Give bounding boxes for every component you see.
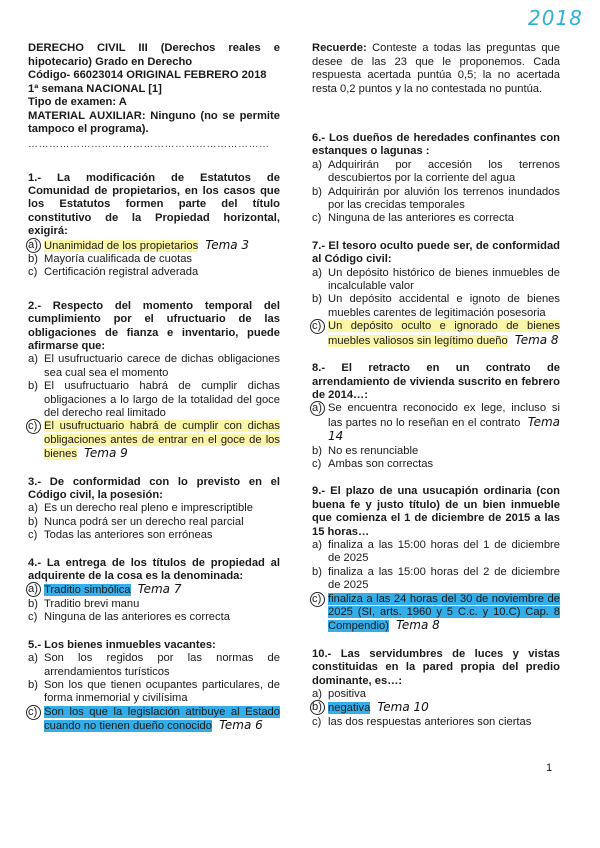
option-letter: c)	[28, 529, 38, 542]
option-a[interactable]	[312, 539, 560, 566]
option-a[interactable]	[28, 353, 280, 380]
question-5	[28, 639, 280, 734]
option-a[interactable]	[312, 402, 560, 444]
option-letter: b)	[28, 678, 38, 691]
option-a[interactable]	[312, 159, 560, 186]
option-b[interactable]	[28, 598, 280, 611]
option-c[interactable]	[28, 266, 280, 279]
option-b[interactable]	[312, 445, 560, 458]
handwritten-note: Tema 3	[205, 237, 250, 252]
option-c[interactable]	[312, 458, 560, 471]
answer-circle-mark	[310, 319, 325, 334]
question-title: 6.- Los dueños de heredades confinantes con estanques o lagunas :	[312, 132, 560, 158]
option-text: Son los regidos por las normas de arrendamientos turísticos	[44, 652, 280, 678]
option-text: Es un derecho real pleno e imprescriptible	[44, 502, 253, 515]
option-letter: a)	[312, 538, 322, 551]
option-a[interactable]	[28, 652, 280, 679]
option-c[interactable]	[312, 320, 560, 348]
option-c[interactable]	[28, 529, 280, 542]
option-text: las dos respuestas anteriores son ciertas	[328, 715, 532, 728]
option-letter: b)	[312, 565, 322, 578]
question-7	[312, 240, 560, 348]
option-c[interactable]	[28, 420, 280, 461]
option-text: positiva	[328, 688, 366, 701]
option-letter: c)	[28, 705, 38, 718]
question-title: 10.- Las servidumbres de luces y vistas constituidas en la pared propia del predio dominante, es…:	[312, 647, 560, 687]
question-title: 9.- El plazo de una usucapión ordinaria (con buena fe y justo título) de un bien inmueble que comienza el 1 de diciembre de 2015 a las 15 horas…	[312, 485, 560, 538]
instructions-text: Conteste a todas las preguntas que desee de las 23 que le proponemos. Cada respuesta acertada puntúa 0,5; la no acertada resta 0,2 puntos y la no contestada no puntúa.	[312, 42, 560, 95]
option-letter: a)	[28, 652, 38, 665]
option-b[interactable]	[312, 701, 560, 715]
option-a[interactable]	[28, 583, 280, 597]
question-8	[312, 362, 560, 471]
option-a[interactable]	[28, 502, 280, 515]
question-title: 2.- Respecto del momento temporal del cumplimiento por el ufructuario de las obligaciones de fianza e inventario, puede afirmarse que:	[28, 299, 280, 352]
option-a[interactable]	[312, 688, 560, 701]
option-text: Adquirirán por accesión los terrenos descubiertos por la corriente del agua	[328, 158, 560, 185]
question-title: 7.- El tesoro oculto puede ser, de conformidad al Código civil:	[312, 239, 560, 266]
option-text: Ambas son correctas	[328, 457, 434, 470]
option-text: El usufructuario carece de dichas obligaciones sea cual sea el momento	[44, 353, 280, 379]
option-text: El usufructuario habrá de cumplir dichas obligaciones a lo largo de la totalidad del goce del derecho real limitado	[44, 380, 280, 419]
option-text: Certificación registral adverada	[44, 266, 199, 279]
question-2	[28, 300, 280, 462]
question-9	[312, 485, 560, 633]
option-b[interactable]	[28, 679, 280, 706]
header-week: 1ª semana NACIONAL [1]	[28, 82, 162, 95]
answer-circle-mark	[26, 582, 41, 597]
option-c[interactable]	[312, 716, 560, 729]
answer-circle-mark	[26, 419, 41, 434]
option-letter: a)	[312, 688, 322, 701]
option-c[interactable]	[312, 593, 560, 634]
question-3	[28, 476, 280, 543]
option-letter: c)	[312, 212, 322, 225]
right-column	[312, 42, 560, 729]
question-title: 3.- De conformidad con lo previsto en el Código civil, la posesión:	[28, 475, 280, 502]
option-letter: a)	[312, 402, 322, 415]
option-letter: b)	[28, 252, 38, 265]
handwritten-year: 2018	[528, 6, 583, 30]
question-title: 1.- La modificación de Estatutos de Comunidad de propietarios, en los casos que los Estatutos formen parte del título constitutivo de la Propiedad horizontal, exigirá:	[28, 171, 280, 238]
option-letter: b)	[312, 444, 322, 457]
answer-circle-mark	[26, 705, 41, 720]
option-letter: c)	[312, 320, 322, 333]
question-10	[312, 648, 560, 729]
option-letter: c)	[28, 420, 38, 433]
option-letter: a)	[28, 353, 38, 366]
option-a[interactable]	[28, 239, 280, 253]
option-text: Un depósito histórico de bienes inmuebles de incalculable valor	[328, 266, 560, 293]
option-text: negativa	[328, 702, 371, 715]
option-text: finaliza a las 24 horas del 30 de noviembre de 2025 (SI, arts. 1960 y 5 C.c. y 10.C) Cap. 8 Compendio)	[328, 592, 560, 633]
option-letter: a)	[28, 502, 38, 515]
option-c[interactable]	[28, 706, 280, 734]
option-text: Un depósito oculto e ignorado de bienes muebles valiosos sin legítimo dueño	[328, 320, 560, 347]
option-text: finaliza a las 15:00 horas del 2 de diciembre de 2025	[328, 565, 560, 592]
handwritten-note: Tema 8	[514, 332, 559, 347]
question-6	[312, 132, 560, 226]
option-text: No es renunciable	[328, 444, 419, 457]
dotted-separator: ……………………………………………………………	[28, 138, 270, 150]
header-course: DERECHO CIVIL III (Derechos reales e hipotecario) Grado en Derecho	[28, 42, 280, 68]
option-a[interactable]	[312, 267, 560, 294]
answer-circle-mark	[310, 401, 325, 416]
header-code: Código- 66023014 ORIGINAL FEBRERO 2018	[28, 69, 267, 81]
option-text: Adquirirán por aluvión los terrenos inundados por las crecidas temporales	[328, 185, 560, 212]
handwritten-note: Tema 10	[377, 700, 429, 715]
question-title: 4.- La entrega de los títulos de propiedad al adquirente de la cosa es la denominada:	[28, 556, 280, 583]
page-number: 1	[546, 762, 553, 774]
header-material: MATERIAL AUXILIAR: Ninguno (no se permite tampoco el programa).	[28, 109, 280, 135]
option-text: Ninguna de las anteriores es correcta	[328, 212, 514, 225]
option-letter: c)	[28, 266, 38, 279]
option-letter: b)	[28, 380, 38, 393]
option-text: Todas las anteriores son erróneas	[44, 529, 213, 542]
question-4	[28, 557, 280, 625]
option-text: Traditio simbólica	[44, 584, 131, 597]
question-1	[28, 172, 280, 280]
option-text: Mayoría cualificada de cuotas	[44, 252, 193, 265]
question-title: 8.- El retracto en un contrato de arrendamiento de vivienda suscrito en febrero de 2014…:	[312, 362, 560, 401]
answer-circle-mark	[310, 700, 325, 715]
option-b[interactable]	[28, 253, 280, 266]
answer-circle-mark	[310, 592, 325, 607]
option-letter: b)	[312, 701, 322, 714]
instructions	[312, 42, 560, 96]
option-letter: a)	[28, 238, 38, 251]
option-text: Un depósito accidental e ignoto de bienes muebles carentes de legitimación posesoria	[328, 293, 560, 319]
option-letter: b)	[28, 515, 38, 528]
answer-circle-mark	[26, 238, 41, 253]
option-text: Ninguna de las anteriores es correcta	[44, 611, 230, 624]
option-text: finaliza a las 15:00 horas del 1 de diciembre de 2025	[328, 538, 560, 565]
header-type: Tipo de examen: A	[28, 96, 127, 108]
option-text: El usufructuario habrá de cumplir con dichas obligaciones antes de entrar en el goce de los bienes	[44, 420, 280, 461]
left-column	[28, 42, 280, 734]
option-letter: a)	[312, 158, 322, 171]
option-letter: b)	[312, 185, 322, 198]
exam-header	[28, 42, 280, 137]
question-title: 5.- Los bienes inmuebles vacantes:	[28, 638, 216, 651]
option-text: Traditio brevi manu	[44, 597, 140, 610]
option-letter: a)	[28, 583, 38, 596]
option-text: Se encuentra reconocido ex lege, incluso si las partes no lo reseñan en el contrato	[328, 402, 560, 429]
option-b[interactable]	[312, 566, 560, 593]
handwritten-note: Tema 14	[328, 414, 561, 444]
option-letter: c)	[312, 592, 322, 605]
option-letter: a)	[312, 266, 322, 279]
option-b[interactable]	[312, 186, 560, 213]
option-letter: b)	[312, 293, 322, 306]
option-text: Son los que tienen ocupantes particulares, de forma inmemorial y civilísima	[44, 678, 280, 705]
option-text: Nunca podrá ser un derecho real parcial	[44, 515, 244, 528]
handwritten-note: Tema 6	[219, 718, 263, 733]
option-letter: c)	[28, 611, 38, 624]
handwritten-note: Tema 7	[137, 582, 182, 597]
option-c[interactable]	[28, 611, 280, 624]
option-letter: b)	[28, 597, 38, 610]
option-b[interactable]	[28, 516, 280, 529]
option-letter: c)	[312, 715, 322, 728]
handwritten-note: Tema 8	[396, 618, 440, 633]
option-b[interactable]	[312, 293, 560, 320]
instructions-label: Recuerde:	[312, 42, 367, 54]
option-text: Son los que la legislación atribuye al Estado cuando no tienen dueño conocido	[44, 705, 280, 733]
handwritten-note: Tema 9	[84, 446, 128, 461]
option-letter: c)	[312, 457, 322, 470]
option-text: Unanimidad de los propietarios	[44, 239, 199, 252]
option-c[interactable]	[312, 212, 560, 225]
option-b[interactable]	[28, 380, 280, 420]
